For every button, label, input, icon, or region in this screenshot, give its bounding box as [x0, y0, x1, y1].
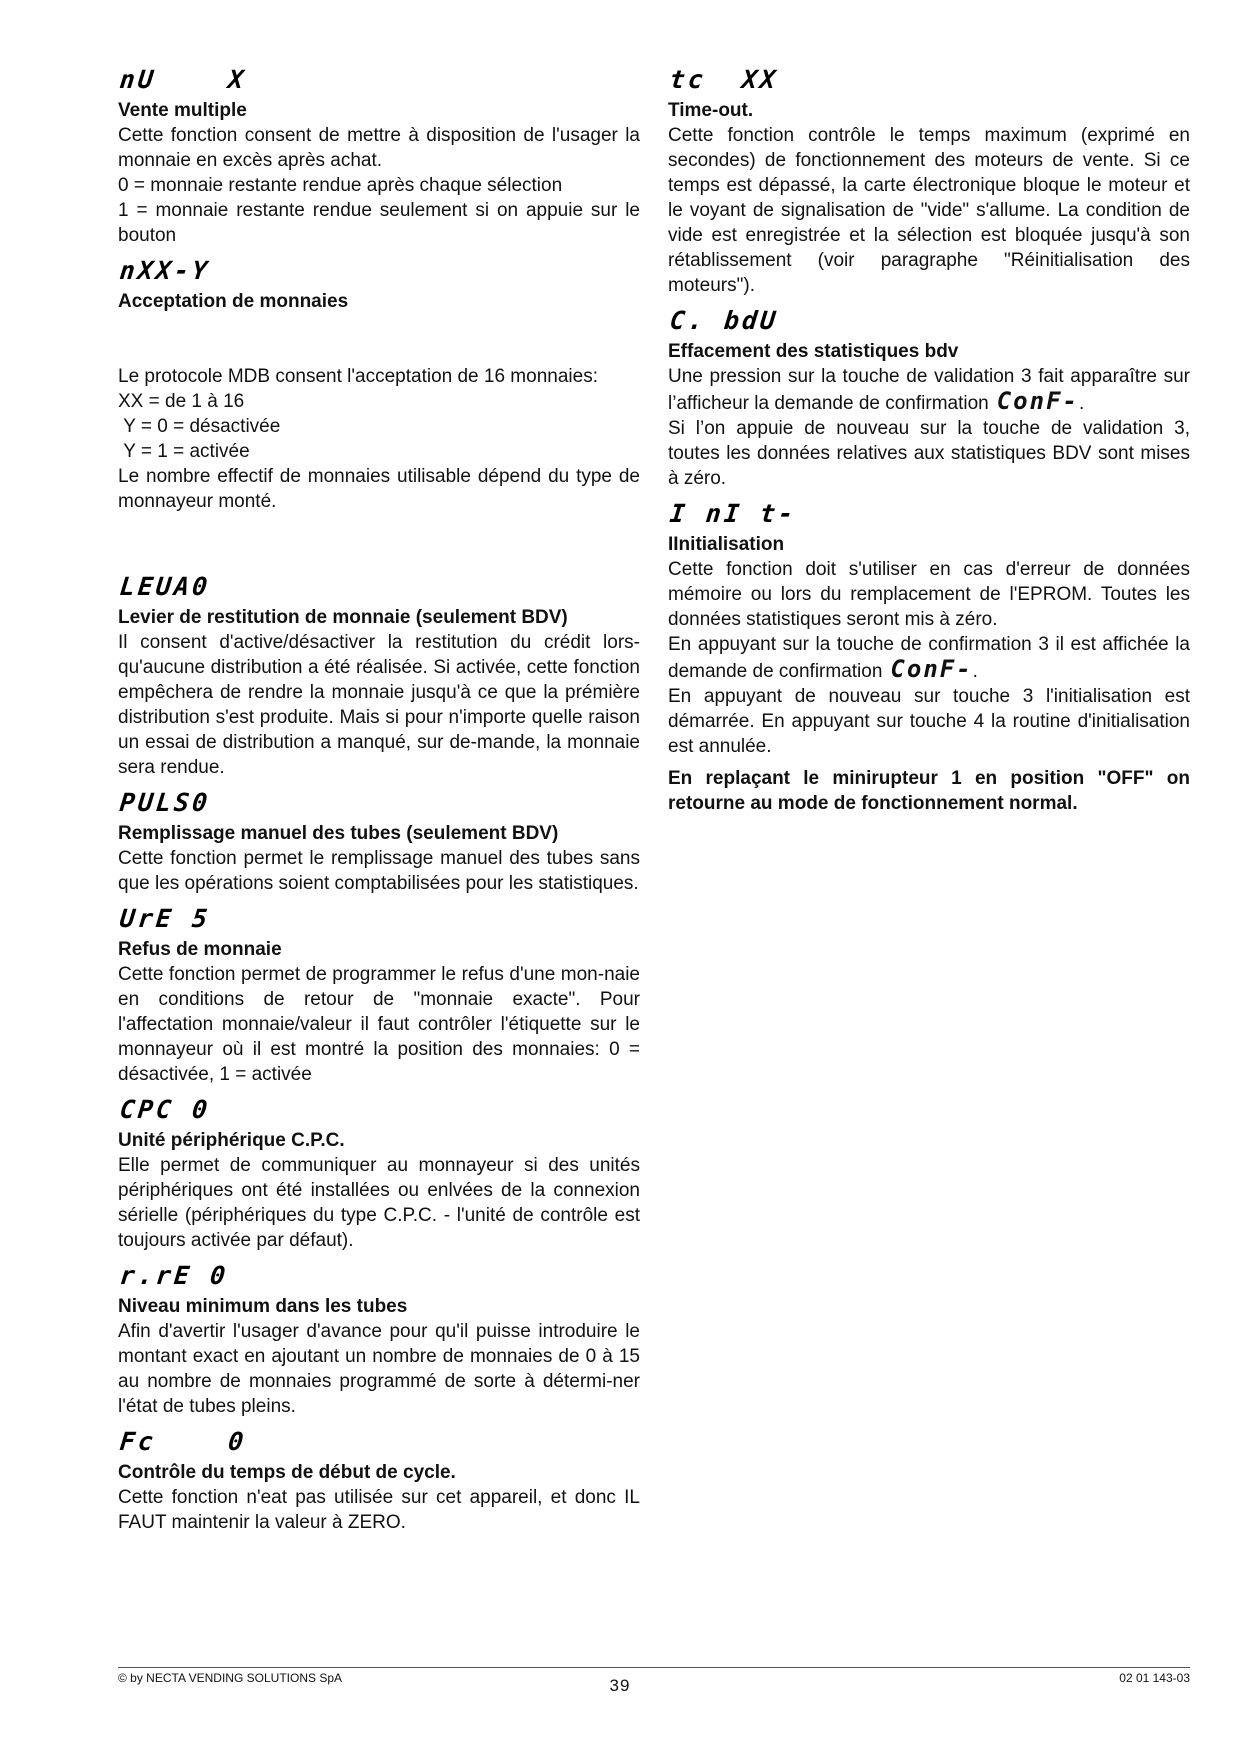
section-niveau-minimum — [118, 1260, 640, 1419]
section-remplissage-manuel — [118, 787, 640, 896]
section-title: Levier de restitution de monnaie (seulement BDV) — [118, 607, 568, 628]
lcd-confirm-display: ConF- — [996, 387, 1079, 415]
section-refus-monnaie — [118, 903, 640, 1087]
section-title: Contrôle du temps de début de cycle. — [118, 1462, 456, 1483]
lcd-code: I nI t- — [668, 499, 798, 528]
section-body: Cette fonction permet de programmer le refus d'une mon-naie en conditions de retour de "monnaie exacte". Pour l'affectation monnaie/valeur il faut contrôler l'étiquette sur le monnayeur où il est montré la position des monnaies: 0 = désactivée, 1 = activée — [118, 964, 640, 1085]
body-text: . — [1078, 393, 1085, 414]
lcd-code: nXX-Y — [118, 256, 212, 285]
section-title: Vente multiple — [118, 100, 247, 121]
left-column — [118, 64, 646, 1542]
final-note: En replaçant le minirupteur 1 en position "OFF" on retourne au mode de fonctionnement normal. — [668, 768, 1190, 814]
lcd-code: r.rE 0 — [118, 1261, 230, 1290]
section-unite-peripherique — [118, 1094, 640, 1253]
footer-copyright: © by NECTA VENDING SOLUTIONS SpA — [118, 1671, 343, 1685]
footer-doc-code: 02 01 143-03 — [1119, 1671, 1190, 1685]
section-title: Refus de monnaie — [118, 939, 282, 960]
section-title: Niveau minimum dans les tubes — [118, 1296, 408, 1317]
section-body: Elle permet de communiquer au monnayeur si des unités périphériques ont été installées ou enlvées de la connexion sérielle (périphériques du type C.P.C. - l'unité de contrôle est toujours activée par défaut). — [118, 1155, 640, 1251]
section-body — [668, 364, 1190, 491]
section-effacement-statistiques — [668, 305, 1190, 491]
body-text: . — [972, 661, 978, 682]
section-title: Time-out. — [668, 100, 754, 121]
right-column — [668, 64, 1190, 816]
body-line: XX = de 1 à 16 — [118, 391, 245, 412]
lcd-code: PULS0 — [118, 788, 212, 817]
lcd-code: tc XX — [668, 65, 780, 94]
body-line: Le nombre effectif de monnaies utilisable dépend du type de monnayeur monté. — [118, 466, 646, 512]
body-line: Cette fonction doit s'utiliser en cas d'erreur de données mémoire ou lors du remplacement de l'EPROM. Toutes les données statistiques seront mis à zéro. — [668, 559, 1190, 630]
body-line: 1 = monnaie restante rendue seulement si on appuie sur le bouton — [118, 200, 640, 246]
section-initialisation — [668, 498, 1190, 759]
lcd-code: CPC 0 — [118, 1095, 212, 1124]
lcd-code: LEUA0 — [118, 572, 212, 601]
section-body: Cette fonction n'eat pas utilisée sur cet appareil, et donc IL FAUT maintenir la valeur à ZERO. — [118, 1487, 640, 1533]
section-body: Cette fonction contrôle le temps maximum (exprimé en secondes) de fonctionnement des moteurs de vente. Si ce temps est dépassé, la carte électronique bloque le moteur et le voyant de signalisation de "vide" s'allume. La condition de vide est enregistrée et la sélection est bloquée jusqu'à son rétablissement (voir paragraphe "Réinitialisation des moteurs"). — [668, 125, 1190, 296]
section-title: Acceptation de monnaies — [118, 291, 349, 312]
body-line: 0 = monnaie restante rendue après chaque sélection — [118, 175, 563, 196]
section-body — [118, 123, 640, 248]
lcd-code: nU X — [118, 65, 248, 94]
lcd-confirm-display: ConF- — [890, 655, 973, 683]
lcd-code: Fc 0 — [118, 1427, 248, 1456]
section-title: IInitialisation — [668, 534, 785, 555]
body-line: Y = 1 = activée — [118, 441, 250, 462]
body-line: Y = 0 = désactivée — [118, 416, 281, 437]
body-text: Une pression sur la touche de validation 3 fait apparaître sur l’afficheur la demande de confirmation — [668, 366, 1190, 414]
section-acceptation-monnaies — [118, 255, 646, 564]
body-line: Le protocole MDB consent l'acceptation de 16 monnaies: — [118, 366, 598, 387]
lcd-code: UrE 5 — [118, 904, 212, 933]
section-title: Unité périphérique C.P.C. — [118, 1130, 345, 1151]
footer-divider — [118, 1667, 1190, 1668]
section-title: Remplissage manuel des tubes (seulement BDV) — [118, 823, 559, 844]
lcd-code: C. bdU — [668, 306, 780, 335]
section-body: Afin d'avertir l'usager d'avance pour qu'il puisse introduire le montant exact en ajoutant un nombre de monnaies de 0 à 15 au nombre de monnaies programmé de sorte à détermi-ner l'état de tubes pleins. — [118, 1321, 640, 1417]
section-title: Effacement des statistiques bdv — [668, 341, 959, 362]
body-text: En appuyant sur la touche de confirmation 3 il est affichée la demande de confirmation — [668, 634, 1190, 682]
body-line: Cette fonction consent de mettre à disposition de l'usager la monnaie en excès après achat. — [118, 125, 640, 171]
section-body: Cette fonction permet le remplissage manuel des tubes sans que les opérations soient comptabilisées pour les statistiques. — [118, 848, 640, 894]
section-time-out — [668, 64, 1190, 298]
section-body: Il consent d'active/désactiver la restitution du crédit lors-qu'aucune distribution a été réalisée. Si activée, cette fonction empêchera de rendre la monnaie jusqu'à ce que la prémière distribution s'est produite. Mais si pour n'importe quelle raison un essai de distribution a manqué, sur de-mande, la monnaie sera rendue. — [118, 632, 640, 778]
body-line: En appuyant de nouveau sur touche 3 l'initialisation est démarrée. En appuyant sur touche 4 la routine d'initialisation est annulée. — [668, 686, 1190, 757]
section-body — [668, 557, 1190, 759]
section-levier-restitution — [118, 571, 640, 780]
section-body — [118, 314, 646, 564]
body-line: Si l’on appuie de nouveau sur la touche de validation 3, toutes les données relatives aux statistiques BDV sont mises à zéro. — [668, 418, 1190, 489]
section-vente-multiple — [118, 64, 640, 248]
page-number: 39 — [609, 1676, 631, 1695]
section-controle-cycle — [118, 1426, 640, 1535]
